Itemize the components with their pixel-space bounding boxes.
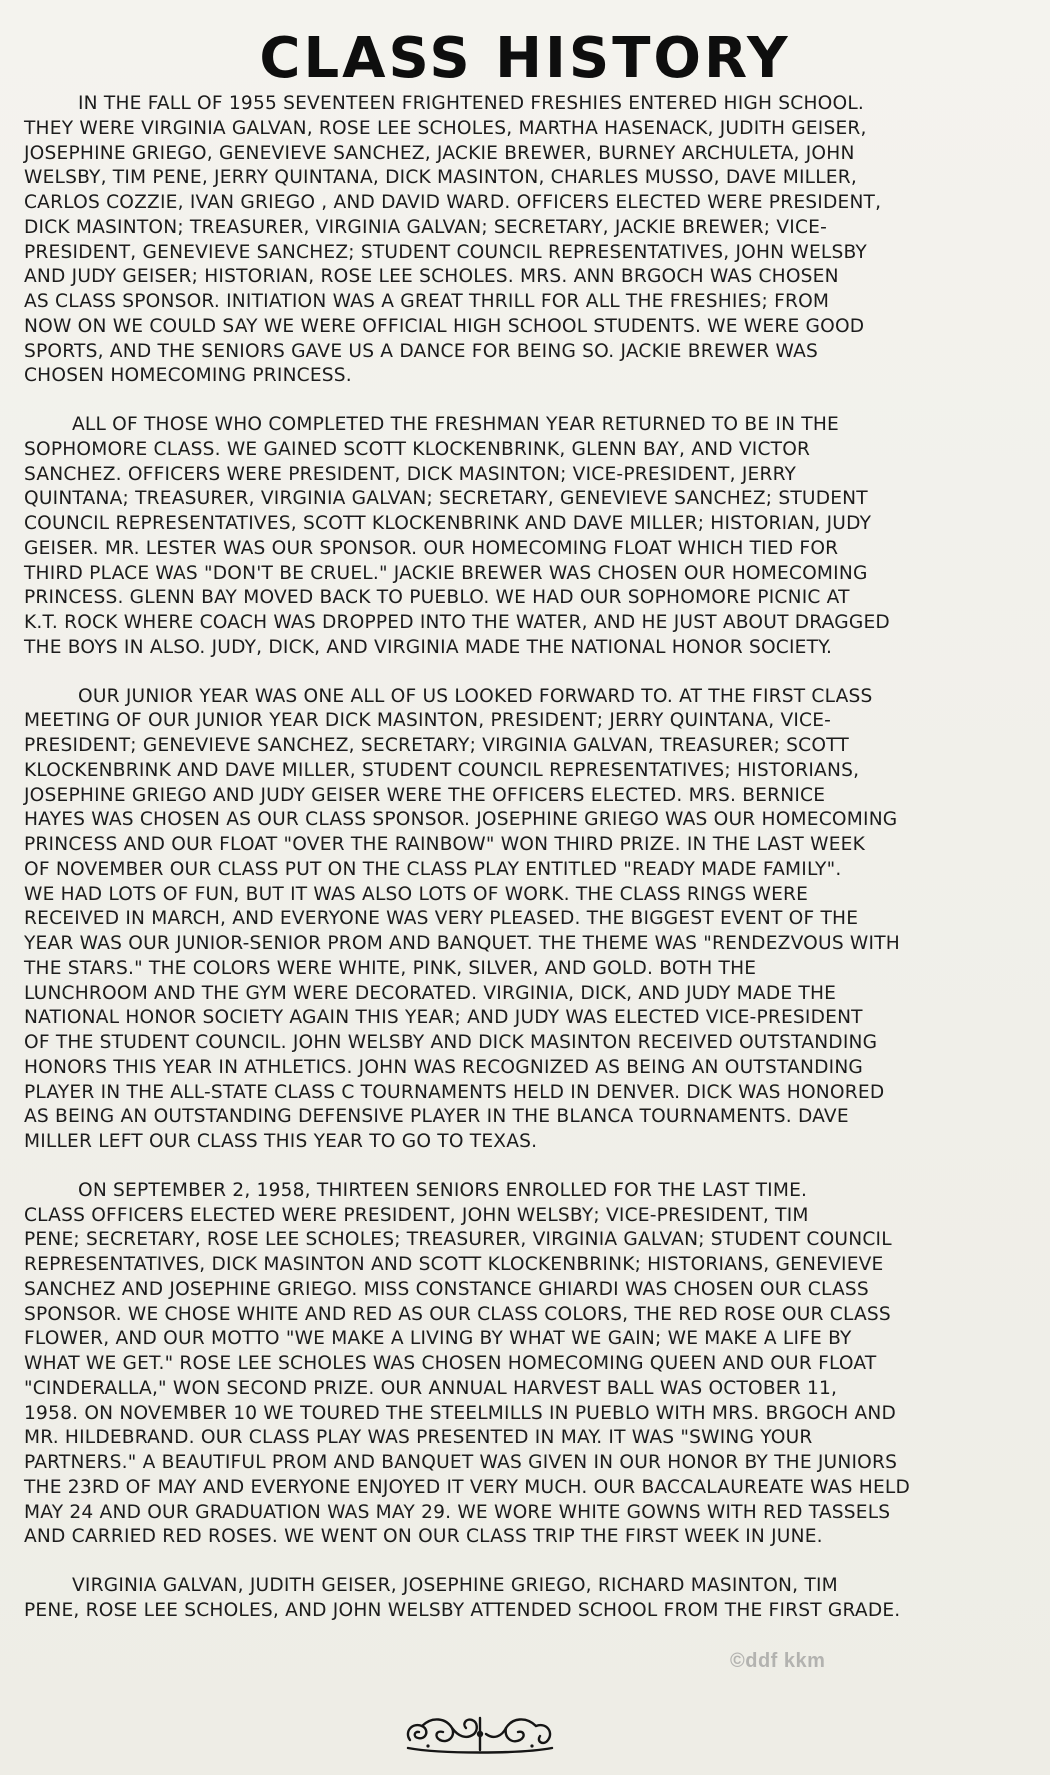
text-line: CLASS OFFICERS ELECTED WERE PRESIDENT, JOHN WELSBY; VICE-PRESIDENT, TIM [24,1204,809,1226]
text-line: WELSBY, TIM PENE, JERRY QUINTANA, DICK MASINTON, CHARLES MUSSO, DAVE MILLER, [24,167,857,189]
text-line: THE STARS." THE COLORS WERE WHITE, PINK, SILVER, AND GOLD. BOTH THE [24,957,757,979]
text-line: ON SEPTEMBER 2, 1958, THIRTEEN SENIORS ENROLLED FOR THE LAST TIME. [78,1179,808,1201]
text-line: REPRESENTATIVES, DICK MASINTON AND SCOTT KLOCKENBRINK; HISTORIANS, GENEVIEVE [24,1254,884,1275]
text-line: SOPHOMORE CLASS. WE GAINED SCOTT KLOCKENBRINK, GLENN BAY, AND VICTOR [24,438,811,460]
text-line: FLOWER, AND OUR MOTTO "WE MAKE A LIVING BY WHAT WE GAIN; WE MAKE A LIFE BY [24,1328,852,1350]
text-line: KLOCKENBRINK AND DAVE MILLER, STUDENT COUNCIL REPRESENTATIVES; HISTORIANS, [24,759,860,781]
text-line: COUNCIL REPRESENTATIVES, SCOTT KLOCKENBRINK AND DAVE MILLER; HISTORIAN, JUDY [24,513,872,534]
scroll-flourish-icon [400,1710,560,1756]
text-line: THIRD PLACE WAS "DON'T BE CRUEL." JACKIE BREWER WAS CHOSEN OUR HOMECOMING [24,562,868,584]
paragraph-freshman-year [24,92,1024,389]
text-line: MR. HILDEBRAND. OUR CLASS PLAY WAS PRESENTED IN MAY. IT WAS "SWING YOUR [24,1427,813,1449]
text-line: AND CARRIED RED ROSES. WE WENT ON OUR CLASS TRIP THE FIRST WEEK IN JUNE. [24,1526,823,1548]
text-line: PRINCESS AND OUR FLOAT "OVER THE RAINBOW" WON THIRD PRIZE. IN THE LAST WEEK [24,834,865,855]
text-line: RECEIVED IN MARCH, AND EVERYONE WAS VERY PLEASED. THE BIGGEST EVENT OF THE [24,908,859,930]
text-line: NOW ON WE COULD SAY WE WERE OFFICIAL HIGH SCHOOL STUDENTS. WE WERE GOOD [24,315,865,337]
paragraph-sophomore-year [24,413,1024,661]
text-line: PLAYER IN THE ALL-STATE CLASS C TOURNAMENTS HELD IN DENVER. DICK WAS HONORED [24,1081,885,1103]
text-line: GEISER. MR. LESTER WAS OUR SPONSOR. OUR HOMECOMING FLOAT WHICH TIED FOR [24,537,839,559]
text-line: DICK MASINTON; TREASURER, VIRGINIA GALVAN; SECRETARY, JACKIE BREWER; VICE- [24,216,828,238]
text-line: CARLOS COZZIE, IVAN GRIEGO , AND DAVID WARD. OFFICERS ELECTED WERE PRESIDENT, [24,192,882,213]
text-line: WHAT WE GET." ROSE LEE SCHOLES WAS CHOSEN HOMECOMING QUEEN AND OUR FLOAT [24,1353,877,1374]
text-line: AS CLASS SPONSOR. INITIATION WAS A GREAT THRILL FOR ALL THE FRESHIES; FROM [24,291,830,312]
watermark: ©ddf kkm [730,1650,826,1672]
text-line: HONORS THIS YEAR IN ATHLETICS. JOHN WAS RECOGNIZED AS BEING AN OUTSTANDING [24,1056,864,1078]
text-line: JOSEPHINE GRIEGO, GENEVIEVE SANCHEZ, JACKIE BREWER, BURNEY ARCHULETA, JOHN [24,142,855,164]
text-line: YEAR WAS OUR JUNIOR-SENIOR PROM AND BANQUET. THE THEME WAS "RENDEZVOUS WITH [24,933,900,954]
text-line: PENE; SECRETARY, ROSE LEE SCHOLES; TREASURER, VIRGINIA GALVAN; STUDENT COUNCIL [24,1229,892,1251]
text-line: SPONSOR. WE CHOSE WHITE AND RED AS OUR CLASS COLORS, THE RED ROSE OUR CLASS [24,1303,891,1325]
text-line: "CINDERALLA," WON SECOND PRIZE. OUR ANNUAL HARVEST BALL WAS OCTOBER 11, [24,1377,838,1399]
paragraph-senior-year [24,1179,1024,1550]
text-line: SPORTS, AND THE SENIORS GAVE US A DANCE FOR BEING SO. JACKIE BREWER WAS [24,340,819,362]
text-line: PRINCESS. GLENN BAY MOVED BACK TO PUEBLO. WE HAD OUR SOPHOMORE PICNIC AT [24,587,850,609]
text-line: OUR JUNIOR YEAR WAS ONE ALL OF US LOOKED FORWARD TO. AT THE FIRST CLASS [78,685,873,707]
text-line: IN THE FALL OF 1955 SEVENTEEN FRIGHTENED FRESHIES ENTERED HIGH SCHOOL. [78,93,865,114]
text-line: OF THE STUDENT COUNCIL. JOHN WELSBY AND DICK MASINTON RECEIVED OUTSTANDING [24,1032,878,1053]
text-line: THE BOYS IN ALSO. JUDY, DICK, AND VIRGINIA MADE THE NATIONAL HONOR SOCIETY. [24,636,833,658]
page-title: CLASS HISTORY [259,26,791,91]
text-line: PRESIDENT; GENEVIEVE SANCHEZ, SECRETARY; VIRGINIA GALVAN, TREASURER; SCOTT [24,735,849,756]
text-line: AS BEING AN OUTSTANDING DEFENSIVE PLAYER IN THE BLANCA TOURNAMENTS. DAVE [24,1106,849,1128]
text-line: JOSEPHINE GRIEGO AND JUDY GEISER WERE THE OFFICERS ELECTED. MRS. BERNICE [24,784,826,806]
text-line: HAYES WAS CHOSEN AS OUR CLASS SPONSOR. JOSEPHINE GRIEGO WAS OUR HOMECOMING [24,809,898,831]
text-line: MILLER LEFT OUR CLASS THIS YEAR TO GO TO TEXAS. [24,1131,538,1152]
text-line: QUINTANA; TREASURER, VIRGINIA GALVAN; SECRETARY, GENEVIEVE SANCHEZ; STUDENT [24,488,868,510]
text-line: WE HAD LOTS OF FUN, BUT IT WAS ALSO LOTS OF WORK. THE CLASS RINGS WERE [24,883,809,905]
text-line: OF NOVEMBER OUR CLASS PUT ON THE CLASS PLAY ENTITLED "READY MADE FAMILY". [24,858,842,880]
text-line: MEETING OF OUR JUNIOR YEAR DICK MASINTON, PRESIDENT; JERRY QUINTANA, VICE- [24,710,832,732]
text-line: 1958. ON NOVEMBER 10 WE TOURED THE STEELMILLS IN PUEBLO WITH MRS. BRGOCH AND [24,1402,897,1424]
text-line: K.T. ROCK WHERE COACH WAS DROPPED INTO THE WATER, AND HE JUST ABOUT DRAGGED [24,612,890,633]
paragraph-junior-year [24,685,1024,1155]
text-line: PARTNERS." A BEAUTIFUL PROM AND BANQUET WAS GIVEN IN OUR HONOR BY THE JUNIORS [24,1452,898,1473]
text-line: VIRGINIA GALVAN, JUDITH GEISER, JOSEPHINE GRIEGO, RICHARD MASINTON, TIM [72,1575,838,1596]
document-body [24,92,1024,1648]
text-line: PENE, ROSE LEE SCHOLES, AND JOHN WELSBY ATTENDED SCHOOL FROM THE FIRST GRADE. [24,1599,901,1621]
text-line: THEY WERE VIRGINIA GALVAN, ROSE LEE SCHOLES, MARTHA HASENACK, JUDITH GEISER, [24,117,867,139]
text-line: AND JUDY GEISER; HISTORIAN, ROSE LEE SCHOLES. MRS. ANN BRGOCH WAS CHOSEN [24,266,839,288]
paragraph-first-grade-attendees [24,1574,1024,1624]
text-line: THE 23RD OF MAY AND EVERYONE ENJOYED IT VERY MUCH. OUR BACCALAUREATE WAS HELD [24,1476,910,1498]
text-line: LUNCHROOM AND THE GYM WERE DECORATED. VIRGINIA, DICK, AND JUDY MADE THE [24,982,837,1004]
text-line: MAY 24 AND OUR GRADUATION WAS MAY 29. WE WORE WHITE GOWNS WITH RED TASSELS [24,1501,891,1523]
text-line: NATIONAL HONOR SOCIETY AGAIN THIS YEAR; AND JUDY WAS ELECTED VICE-PRESIDENT [24,1007,863,1029]
text-line: SANCHEZ. OFFICERS WERE PRESIDENT, DICK MASINTON; VICE-PRESIDENT, JERRY [24,463,797,485]
text-line: CHOSEN HOMECOMING PRINCESS. [24,365,352,387]
text-line: ALL OF THOSE WHO COMPLETED THE FRESHMAN YEAR RETURNED TO BE IN THE [72,414,839,435]
text-line: PRESIDENT, GENEVIEVE SANCHEZ; STUDENT COUNCIL REPRESENTATIVES, JOHN WELSBY [24,241,867,263]
text-line: SANCHEZ AND JOSEPHINE GRIEGO. MISS CONSTANCE GHIARDI WAS CHOSEN OUR CLASS [24,1278,869,1300]
